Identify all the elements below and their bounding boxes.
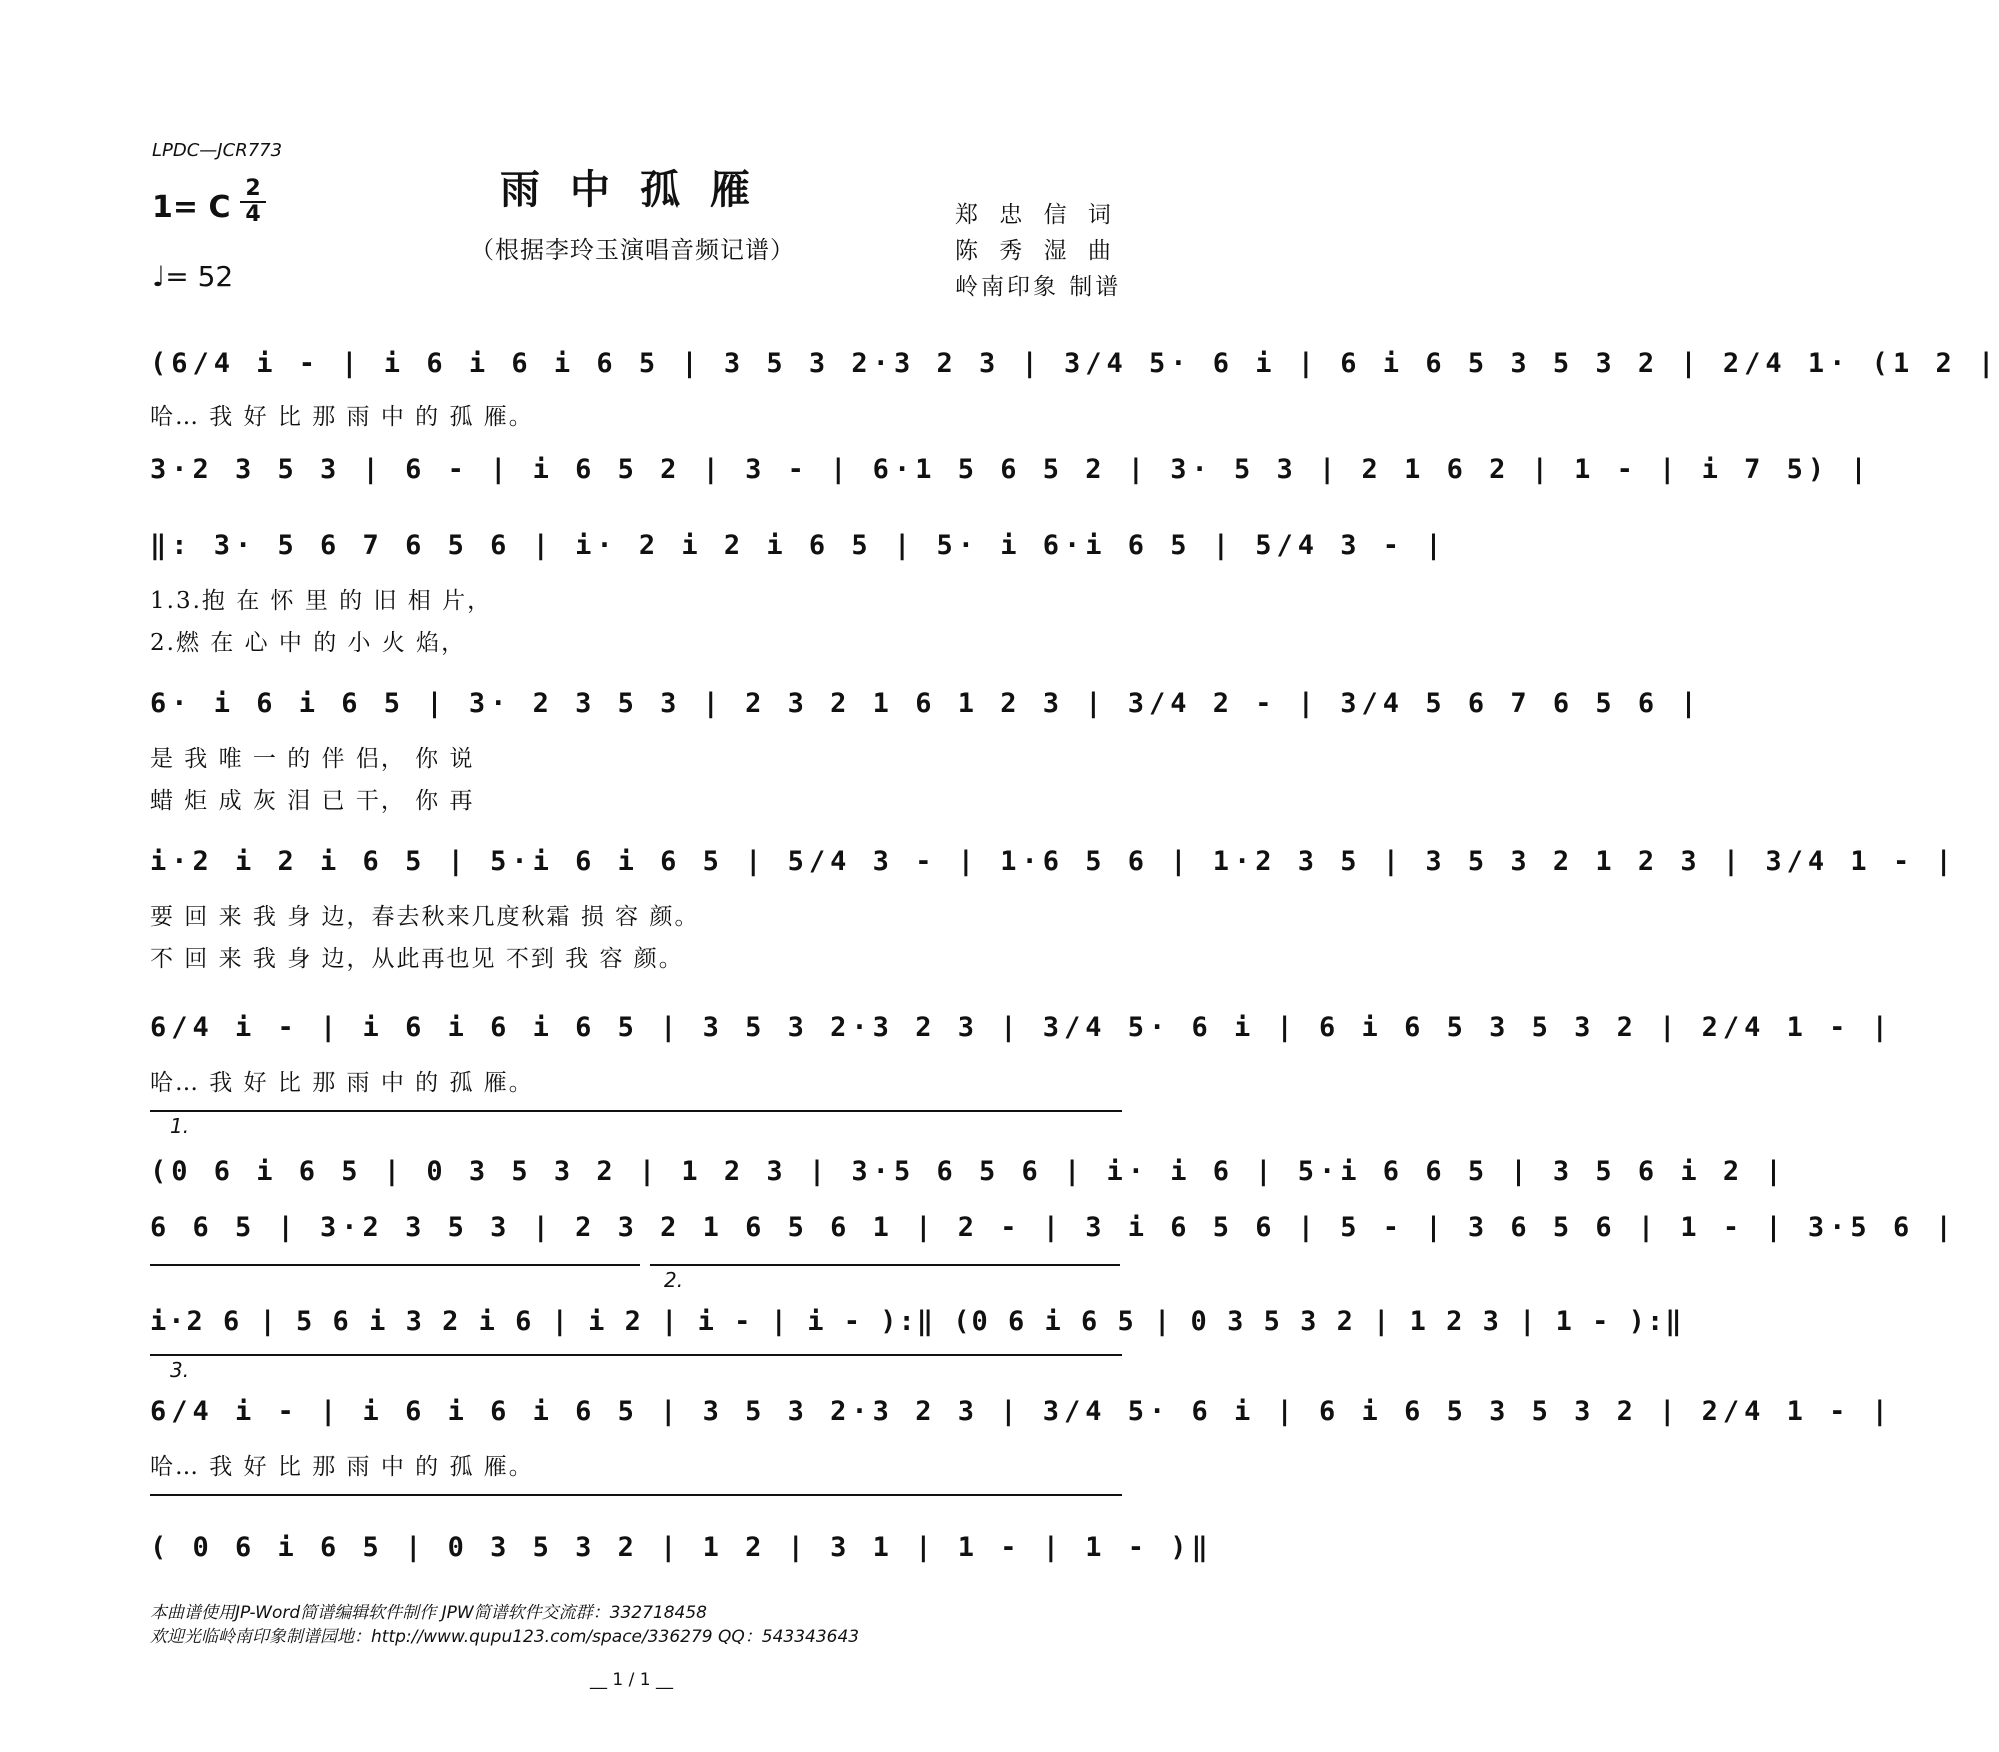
volta-1-bracket [150,1110,1122,1112]
score-line-7: (0 6 i 6 5 | 0 3 5 3 2 | 1 2 3 | 3·5 6 5 6 | i· i 6 | 5·i 6 6 5 | 3 5 6 i 2 | [150,1156,1787,1187]
score-line-3: ‖: 3· 5 6 7 6 5 6 | i· 2 i 2 i 6 5 | 5· i 6·i 6 5 | 5/4 3 - | [150,530,1447,561]
time-numerator: 2 [245,176,261,201]
score-line-11: ( 0 6 i 6 5 | 0 3 5 3 2 | 1 2 | 3 1 | 1 - | 1 - )‖ [150,1532,1213,1563]
coda-bracket [150,1494,1122,1496]
composer-credit: 陈 秀 湿 曲 [955,238,1118,264]
score-line-9: i·2 6 | 5 6 i 3 2 i 6 | i 2 | i - | i - ):‖ (0 6 i 6 5 | 0 3 5 3 2 | 1 2 3 | 1 - ):‖ [150,1306,1684,1337]
page-number: __ 1 / 1 __ [590,1670,673,1690]
tempo-marking: ♩= 52 [152,260,234,293]
lyric-line-6: 哈… 我 好 比 那 雨 中 的 孤 雁。 [150,1070,534,1096]
footer-software-note: 本曲谱使用JP-Word简谱编辑软件制作 JPW简谱软件交流群：332718458 [150,1603,707,1623]
catalog-number: LPDC—JCR773 [152,140,283,161]
lyricist-credit: 郑 忠 信 词 [955,202,1118,228]
lyric-line-4b: 蜡 炬 成 灰 泪 已 干， 你 再 [150,788,475,814]
volta-2-label: 2. [664,1268,684,1292]
volta-1-label: 1. [170,1114,190,1138]
footer-website-note: 欢迎光临岭南印象制谱园地：http://www.qupu123.com/space/336279 QQ：543343643 [150,1627,860,1647]
time-denominator: 4 [245,202,261,227]
volta-1-end-bracket [150,1264,640,1266]
lyric-line-3b: 2.燃 在 心 中 的 小 火 焰， [150,630,467,656]
volta-3-bracket [150,1354,1122,1356]
score-line-4: 6· i 6 i 6 5 | 3· 2 3 5 3 | 2 3 2 1 6 1 2 3 | 3/4 2 - | 3/4 5 6 7 6 5 6 | [150,688,1702,719]
lyric-line-3a: 1.3.抱 在 怀 里 的 旧 相 片， [150,588,493,614]
song-title: 雨中孤雁 [500,166,780,213]
key-signature: 1= C [152,190,231,225]
time-signature [238,178,268,226]
arranger-credit: 岭南印象 制谱 [955,274,1122,300]
score-line-2: 3·2 3 5 3 | 6 - | i 6 5 2 | 3 - | 6·1 5 6 5 2 | 3· 5 3 | 2 1 6 2 | 1 - | i 7 5) | [150,454,1872,485]
score-line-10: 6/4 i - | i 6 i 6 i 6 5 | 3 5 3 2·3 2 3 | 3/4 5· 6 i | 6 i 6 5 3 5 3 2 | 2/4 1 - | [150,1396,1893,1427]
score-line-8: 6 6 5 | 3·2 3 5 3 | 2 3 2 1 6 5 6 1 | 2 - | 3 i 6 5 6 | 5 - | 3 6 5 6 | 1 - | 3·5 6 | [150,1212,1957,1243]
lyric-line-1: 哈… 我 好 比 那 雨 中 的 孤 雁。 [150,404,534,430]
song-subtitle: （根据李玲玉演唱音频记谱） [470,236,795,264]
volta-3-label: 3. [170,1358,190,1382]
score-line-6: 6/4 i - | i 6 i 6 i 6 5 | 3 5 3 2·3 2 3 | 3/4 5· 6 i | 6 i 6 5 3 5 3 2 | 2/4 1 - | [150,1012,1893,1043]
volta-2-bracket [650,1264,1120,1266]
lyric-line-4a: 是 我 唯 一 的 伴 侣， 你 说 [150,746,475,772]
lyric-line-10: 哈… 我 好 比 那 雨 中 的 孤 雁。 [150,1454,534,1480]
score-line-1: (6/4 i - | i 6 i 6 i 6 5 | 3 5 3 2·3 2 3 | 3/4 5· 6 i | 6 i 6 5 3 5 3 2 | 2/4 1· (1 2 | [150,348,1999,379]
score-line-5: i·2 i 2 i 6 5 | 5·i 6 i 6 5 | 5/4 3 - | 1·6 5 6 | 1·2 3 5 | 3 5 3 2 1 2 3 | 3/4 1 - | [150,846,1957,877]
lyric-line-5b: 不 回 来 我 身 边，从此再也见 不到 我 容 颜。 [150,946,684,972]
lyric-line-5a: 要 回 来 我 身 边，春去秋来几度秋霜 损 容 颜。 [150,904,700,930]
